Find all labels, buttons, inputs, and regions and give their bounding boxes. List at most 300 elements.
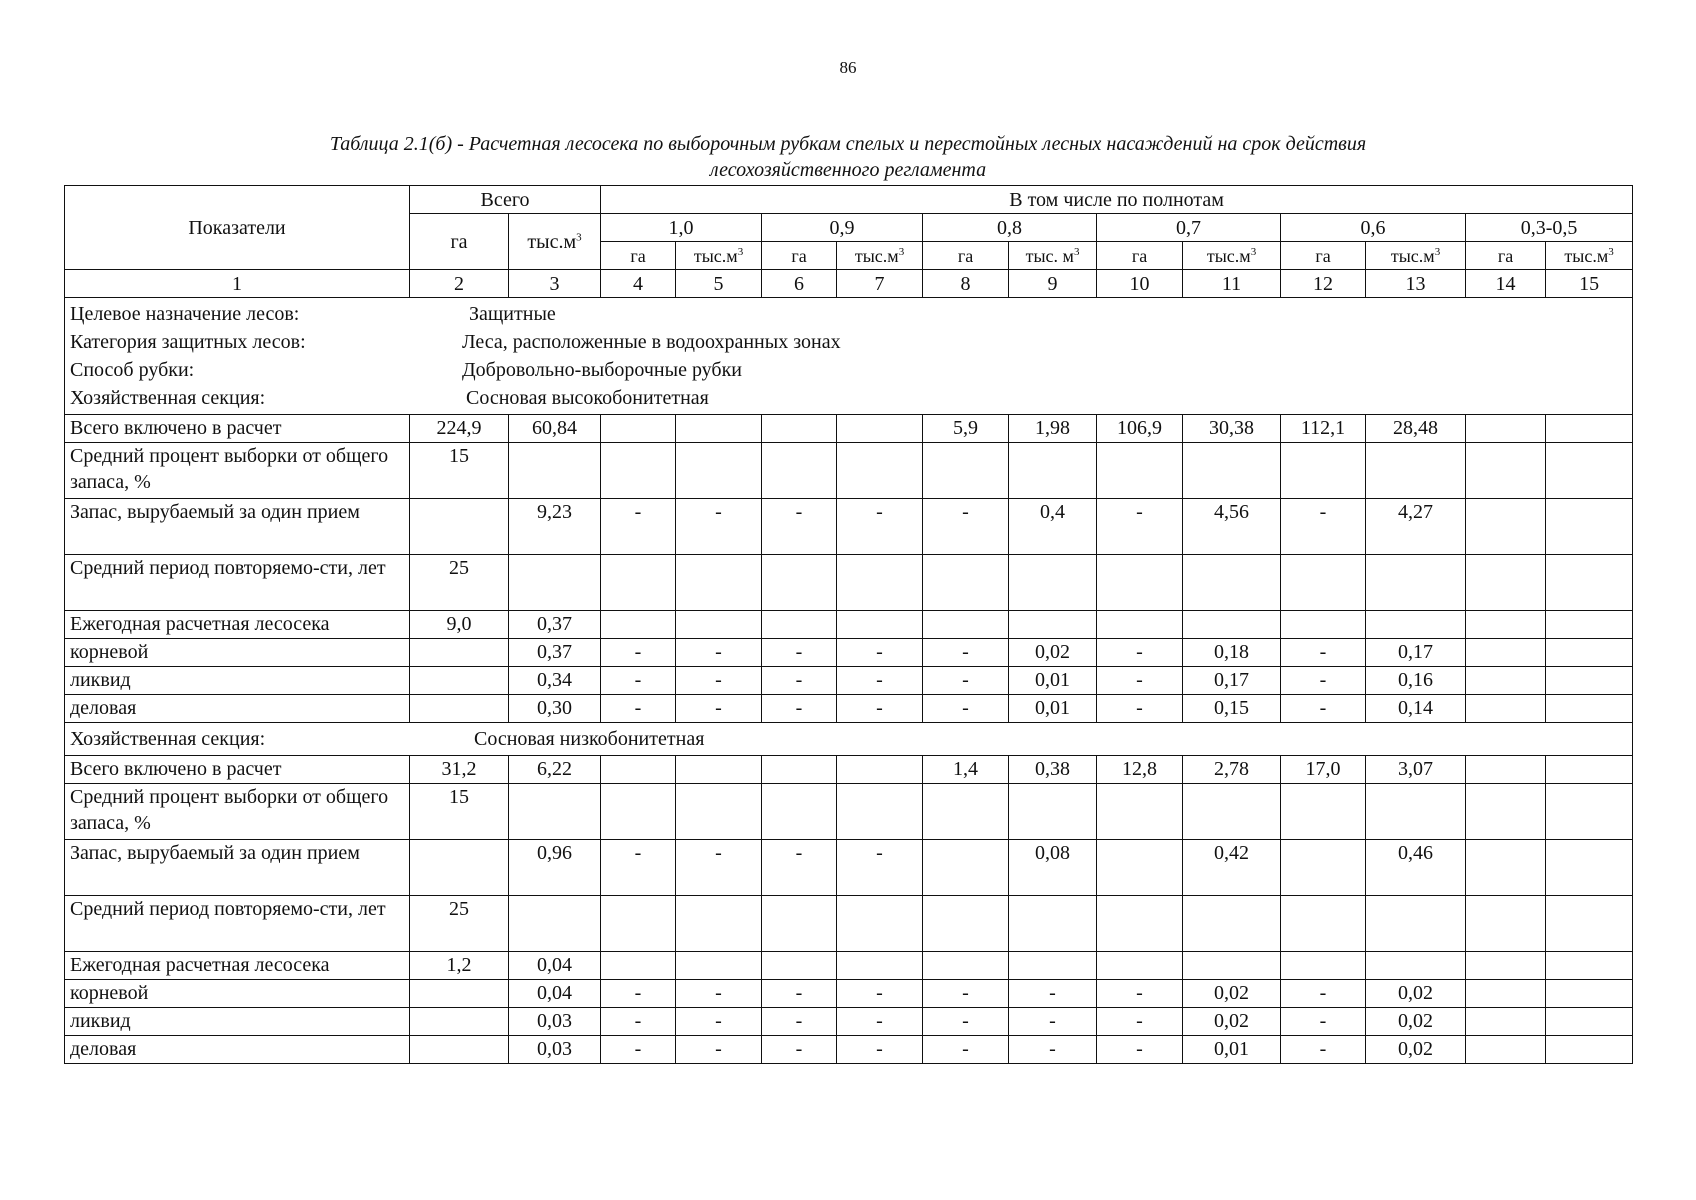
table-cell <box>1366 952 1466 980</box>
table-cell <box>410 980 509 1008</box>
table-cell: 0,02 <box>1366 1036 1466 1064</box>
table-cell <box>601 756 676 784</box>
column-number: 10 <box>1097 270 1183 298</box>
table-cell <box>762 952 837 980</box>
table-cell <box>1183 784 1281 840</box>
page-number: 86 <box>839 58 857 77</box>
table-cell <box>1466 667 1546 695</box>
table-cell: - <box>837 1036 923 1064</box>
table-row <box>65 443 1633 499</box>
table-cell <box>1281 611 1366 639</box>
table-cell <box>410 840 509 896</box>
subheader-ha: га <box>923 242 1009 270</box>
table-cell: 224,9 <box>410 415 509 443</box>
table-cell <box>1009 555 1097 611</box>
table-cell: - <box>1097 695 1183 723</box>
table-row <box>65 980 1633 1008</box>
table-cell <box>1466 415 1546 443</box>
table-cell: 0,15 <box>1183 695 1281 723</box>
table-cell: 9,0 <box>410 611 509 639</box>
table-cell: - <box>601 980 676 1008</box>
table-cell <box>762 784 837 840</box>
table-cell <box>762 756 837 784</box>
table-cell: - <box>923 639 1009 667</box>
table-row <box>65 415 1633 443</box>
table-cell <box>837 952 923 980</box>
table-cell <box>1009 611 1097 639</box>
table-cell: - <box>923 499 1009 555</box>
table-cell: 2,78 <box>1183 756 1281 784</box>
table-cell <box>1466 639 1546 667</box>
table-cell: 31,2 <box>410 756 509 784</box>
table-cell <box>601 555 676 611</box>
table-cell: 0,08 <box>1009 840 1097 896</box>
table-cell <box>1546 784 1633 840</box>
table-cell: 60,84 <box>509 415 601 443</box>
table-cell <box>923 443 1009 499</box>
table-caption <box>60 131 1636 183</box>
table-cell: 0,30 <box>509 695 601 723</box>
column-number: 6 <box>762 270 837 298</box>
category-key: Категория защитных лесов: <box>70 331 306 353</box>
table-row <box>65 611 1633 639</box>
table-cell <box>1466 555 1546 611</box>
table-cell <box>1009 784 1097 840</box>
column-number: 12 <box>1281 270 1366 298</box>
row-label: Всего включено в расчет <box>65 415 410 443</box>
table-cell: 25 <box>410 896 509 952</box>
table-cell: 0,01 <box>1009 667 1097 695</box>
table-cell: 0,16 <box>1366 667 1466 695</box>
section-2-value: Сосновая низкобонитетная <box>474 728 705 750</box>
table-cell <box>762 896 837 952</box>
header-density-2: 0,9 <box>762 214 923 242</box>
header-density-4: 0,7 <box>1097 214 1281 242</box>
column-number: 13 <box>1366 270 1466 298</box>
column-number: 8 <box>923 270 1009 298</box>
table-cell <box>1546 499 1633 555</box>
table-cell: - <box>923 695 1009 723</box>
table-cell: 0,01 <box>1183 1036 1281 1064</box>
table-cell <box>1097 611 1183 639</box>
row-label: Ежегодная расчетная лесосека <box>65 611 410 639</box>
table-cell <box>923 555 1009 611</box>
subheader-volume: $тыс.м^3$ <box>1366 242 1466 270</box>
table-cell: - <box>837 499 923 555</box>
table-cell <box>1183 611 1281 639</box>
table-cell <box>1466 840 1546 896</box>
table-cell: - <box>762 840 837 896</box>
table-cell: - <box>762 980 837 1008</box>
table-cell <box>923 840 1009 896</box>
section-1-line <box>70 384 1627 412</box>
table-cell: 12,8 <box>1097 756 1183 784</box>
subheader-ha: га <box>1097 242 1183 270</box>
table-cell: 0,17 <box>1183 667 1281 695</box>
table-cell <box>601 896 676 952</box>
column-number: 14 <box>1466 270 1546 298</box>
table-cell: 15 <box>410 784 509 840</box>
table-cell: 0,02 <box>1366 980 1466 1008</box>
table-cell: - <box>676 667 762 695</box>
table-cell: 106,9 <box>1097 415 1183 443</box>
table-cell <box>676 896 762 952</box>
row-label: Запас, вырубаемый за один прием <box>65 840 410 896</box>
table-cell: 6,22 <box>509 756 601 784</box>
table-cell: - <box>1281 499 1366 555</box>
table-cell: - <box>1281 980 1366 1008</box>
table-cell <box>601 415 676 443</box>
table-cell: - <box>676 695 762 723</box>
table-cell: - <box>676 980 762 1008</box>
table-cell <box>1281 840 1366 896</box>
row-label: корневой <box>65 980 410 1008</box>
row-label: корневой <box>65 639 410 667</box>
table-cell: 0,96 <box>509 840 601 896</box>
table-cell: - <box>676 1008 762 1036</box>
table-cell <box>923 896 1009 952</box>
table-cell <box>1366 784 1466 840</box>
table-cell: - <box>601 499 676 555</box>
table-cell: 0,03 <box>509 1036 601 1064</box>
table-cell <box>837 555 923 611</box>
subheader-volume: тыс. $м^3$ <box>1009 242 1097 270</box>
subheader-volume: $тыс.м^3$ <box>1183 242 1281 270</box>
row-label: ликвид <box>65 667 410 695</box>
table-cell <box>837 611 923 639</box>
column-number: 1 <box>65 270 410 298</box>
column-number: 5 <box>676 270 762 298</box>
table-cell: 0,37 <box>509 611 601 639</box>
subheader-volume: $тыс.м^3$ <box>676 242 762 270</box>
table-cell <box>1366 555 1466 611</box>
column-number: 15 <box>1546 270 1633 298</box>
table-cell <box>676 784 762 840</box>
table-cell: 0,17 <box>1366 639 1466 667</box>
table-cell <box>676 611 762 639</box>
table-cell: - <box>762 1008 837 1036</box>
method-value: Добровольно-выборочные рубки <box>462 359 743 381</box>
table-cell <box>1546 952 1633 980</box>
table-cell: - <box>1097 1008 1183 1036</box>
cutting-area-table <box>64 185 1633 1064</box>
table-cell: - <box>1009 980 1097 1008</box>
table-cell <box>923 784 1009 840</box>
subheader-volume: $тыс.м^3$ <box>1546 242 1633 270</box>
row-label: деловая <box>65 695 410 723</box>
table-cell <box>1183 555 1281 611</box>
table-cell <box>676 443 762 499</box>
category-value: Леса, расположенные в водоохранных зонах <box>462 331 841 353</box>
table-cell <box>410 499 509 555</box>
table-cell: - <box>837 840 923 896</box>
table-cell <box>1097 952 1183 980</box>
table-cell <box>762 443 837 499</box>
table-cell: 0,02 <box>1009 639 1097 667</box>
table-cell: - <box>676 499 762 555</box>
table-cell <box>410 667 509 695</box>
table-cell <box>1546 555 1633 611</box>
table-cell <box>1546 639 1633 667</box>
table-cell: - <box>837 639 923 667</box>
table-cell: 0,42 <box>1183 840 1281 896</box>
subheader-ha: га <box>762 242 837 270</box>
table-cell <box>1466 896 1546 952</box>
table-cell <box>1183 896 1281 952</box>
header-total-ha: га <box>410 214 509 270</box>
table-row <box>65 1036 1633 1064</box>
header-by-density: В том числе по полнотам <box>601 186 1633 214</box>
table-cell <box>601 443 676 499</box>
table-cell: - <box>601 695 676 723</box>
table-row <box>65 499 1633 555</box>
table-cell <box>509 443 601 499</box>
table-cell: - <box>601 1036 676 1064</box>
table-cell: 9,23 <box>509 499 601 555</box>
table-cell: 0,02 <box>1183 980 1281 1008</box>
table-cell: - <box>676 840 762 896</box>
table-row <box>65 840 1633 896</box>
table-cell: 0,03 <box>509 1008 601 1036</box>
table-cell: - <box>601 1008 676 1036</box>
table-cell <box>676 555 762 611</box>
header-density-3: 0,8 <box>923 214 1097 242</box>
table-cell: - <box>762 639 837 667</box>
table-cell: - <box>837 980 923 1008</box>
row-label: Средний процент выборки от общего запаса, % <box>65 784 410 840</box>
column-number: 9 <box>1009 270 1097 298</box>
table-cell: - <box>1097 980 1183 1008</box>
row-label: Средний период повторяемо-сти, лет <box>65 896 410 952</box>
table-cell <box>1546 443 1633 499</box>
table-cell <box>1546 667 1633 695</box>
table-cell <box>1097 840 1183 896</box>
table-cell <box>1097 896 1183 952</box>
table-cell <box>762 555 837 611</box>
row-label: Ежегодная расчетная лесосека <box>65 952 410 980</box>
header-total-volume: $тыс.м^3$ <box>509 214 601 270</box>
table-cell: 0,04 <box>509 980 601 1008</box>
table-cell <box>837 784 923 840</box>
table-cell <box>1009 443 1097 499</box>
table-cell: 0,4 <box>1009 499 1097 555</box>
column-number: 4 <box>601 270 676 298</box>
subheader-volume: $тыс.м^3$ <box>837 242 923 270</box>
table-cell: - <box>1281 667 1366 695</box>
table-cell <box>1281 952 1366 980</box>
column-number: 2 <box>410 270 509 298</box>
table-cell: - <box>1009 1036 1097 1064</box>
table-cell <box>1009 952 1097 980</box>
table-cell: - <box>1281 1008 1366 1036</box>
table-cell: 0,18 <box>1183 639 1281 667</box>
table-cell <box>410 639 509 667</box>
table-cell <box>1546 695 1633 723</box>
section-1-value: Сосновая высокобонитетная <box>466 387 709 409</box>
table-cell: 0,04 <box>509 952 601 980</box>
table-cell <box>762 415 837 443</box>
caption-line-2: лесохозяйственного регламента <box>709 159 987 181</box>
header-density-6: 0,3-0,5 <box>1466 214 1633 242</box>
table-cell <box>1281 896 1366 952</box>
table-cell <box>923 611 1009 639</box>
table-cell: - <box>762 1036 837 1064</box>
subheader-ha: га <box>601 242 676 270</box>
table-cell <box>601 611 676 639</box>
table-row <box>65 1008 1633 1036</box>
table-cell: - <box>762 695 837 723</box>
table-cell <box>1281 784 1366 840</box>
table-row <box>65 896 1633 952</box>
table-cell: - <box>676 1036 762 1064</box>
table-row <box>65 952 1633 980</box>
table-cell: 1,2 <box>410 952 509 980</box>
method-key: Способ рубки: <box>70 359 195 381</box>
section-1-meta <box>65 298 1633 415</box>
table-cell: - <box>1097 667 1183 695</box>
table-cell <box>410 695 509 723</box>
row-label: Запас, вырубаемый за один прием <box>65 499 410 555</box>
table-cell <box>601 784 676 840</box>
table-cell <box>509 896 601 952</box>
table-cell <box>1546 1036 1633 1064</box>
table-cell: 1,98 <box>1009 415 1097 443</box>
column-number: 11 <box>1183 270 1281 298</box>
table-cell <box>837 443 923 499</box>
section-2-row <box>65 723 1633 756</box>
table-row <box>65 756 1633 784</box>
table-cell <box>1466 499 1546 555</box>
table-cell <box>509 555 601 611</box>
table-cell <box>1466 1036 1546 1064</box>
table-cell <box>1546 980 1633 1008</box>
subheader-ha: га <box>1281 242 1366 270</box>
table-cell: 30,38 <box>1183 415 1281 443</box>
table-cell <box>676 415 762 443</box>
table-cell <box>1466 443 1546 499</box>
table-cell: 4,56 <box>1183 499 1281 555</box>
table-cell: 0,38 <box>1009 756 1097 784</box>
table-cell <box>1466 695 1546 723</box>
table-cell: 0,02 <box>1183 1008 1281 1036</box>
section-key: Хозяйственная секция: <box>70 387 266 409</box>
table-cell: 0,02 <box>1366 1008 1466 1036</box>
table-cell <box>1366 611 1466 639</box>
table-cell: - <box>1281 1036 1366 1064</box>
table-cell: 3,07 <box>1366 756 1466 784</box>
purpose-value: Защитные <box>469 303 556 325</box>
table-cell: 1,4 <box>923 756 1009 784</box>
table-cell: 112,1 <box>1281 415 1366 443</box>
table-cell <box>676 952 762 980</box>
table-cell: 4,27 <box>1366 499 1466 555</box>
table-cell: - <box>1097 499 1183 555</box>
table-cell <box>1466 952 1546 980</box>
table-row <box>65 784 1633 840</box>
table-cell <box>1466 980 1546 1008</box>
table-cell: 0,14 <box>1366 695 1466 723</box>
table-cell <box>1466 756 1546 784</box>
table-cell <box>1546 611 1633 639</box>
table-cell: - <box>601 667 676 695</box>
table-cell: 0,01 <box>1009 695 1097 723</box>
row-label: Средний период повторяемо-сти, лет <box>65 555 410 611</box>
table-cell: - <box>923 1008 1009 1036</box>
table-cell <box>762 611 837 639</box>
purpose-line <box>70 300 1627 328</box>
table-cell <box>1097 555 1183 611</box>
table-cell <box>1546 896 1633 952</box>
table-cell: 17,0 <box>1281 756 1366 784</box>
table-cell <box>837 896 923 952</box>
caption-line-1: Таблица 2.1(б) - Расчетная лесосека по выборочным рубкам спелых и перестойных лесных насаждений на срок действия <box>329 133 1367 155</box>
table-body <box>65 298 1633 1064</box>
table-cell <box>410 1008 509 1036</box>
table-row <box>65 555 1633 611</box>
table-cell <box>676 756 762 784</box>
column-number-row <box>65 270 1633 298</box>
header-indicators: Показатели <box>65 186 410 270</box>
table-cell: - <box>923 1036 1009 1064</box>
table-cell <box>1546 756 1633 784</box>
table-cell <box>1466 1008 1546 1036</box>
subheader-ha: га <box>1466 242 1546 270</box>
column-number: 3 <box>509 270 601 298</box>
section-2-meta <box>65 723 1633 756</box>
category-line <box>70 328 1627 356</box>
table-cell: - <box>601 639 676 667</box>
table-cell <box>1183 952 1281 980</box>
table-cell: - <box>837 667 923 695</box>
table-cell <box>410 1036 509 1064</box>
row-label: деловая <box>65 1036 410 1064</box>
table-cell: 15 <box>410 443 509 499</box>
purpose-key: Целевое назначение лесов: <box>70 303 300 325</box>
table-cell: 25 <box>410 555 509 611</box>
section-2-line <box>70 725 1627 753</box>
section-key: Хозяйственная секция: <box>70 728 266 750</box>
table-cell <box>1366 443 1466 499</box>
table-cell <box>1009 896 1097 952</box>
row-label: ликвид <box>65 1008 410 1036</box>
row-label: Средний процент выборки от общего запаса, % <box>65 443 410 499</box>
table-cell <box>1466 784 1546 840</box>
table-cell: 0,46 <box>1366 840 1466 896</box>
table-cell <box>1097 443 1183 499</box>
table-cell: 28,48 <box>1366 415 1466 443</box>
table-row <box>65 639 1633 667</box>
table-row <box>65 695 1633 723</box>
header-density-1: 1,0 <box>601 214 762 242</box>
header-total: Всего <box>410 186 601 214</box>
table-cell <box>1281 555 1366 611</box>
table-cell <box>1097 784 1183 840</box>
method-line <box>70 356 1627 384</box>
table-row <box>65 667 1633 695</box>
table-cell: 5,9 <box>923 415 1009 443</box>
table-cell <box>1466 611 1546 639</box>
table-cell <box>1546 840 1633 896</box>
table-cell <box>837 756 923 784</box>
table-cell <box>1546 415 1633 443</box>
table-cell: - <box>1009 1008 1097 1036</box>
table-cell <box>1183 443 1281 499</box>
table-cell <box>1366 896 1466 952</box>
table-cell: - <box>923 667 1009 695</box>
header-density-5: 0,6 <box>1281 214 1466 242</box>
table-cell: - <box>1281 695 1366 723</box>
table-cell <box>1546 1008 1633 1036</box>
